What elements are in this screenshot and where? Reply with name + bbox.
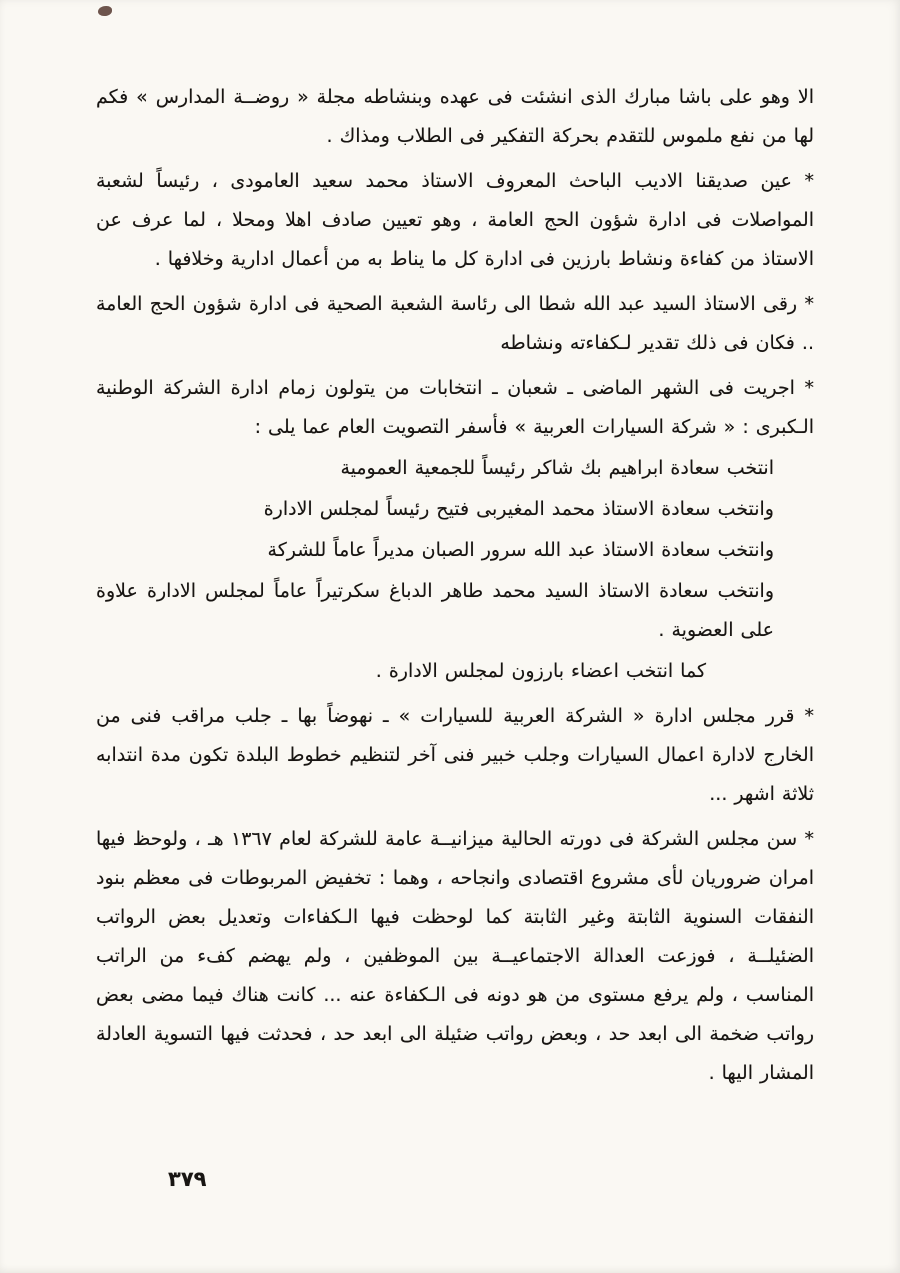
paragraph-intro: الا وهو على باشا مبارك الذى انشئت فى عهده وبنشاطه مجلة « روضــة المدارس » فكم لها من نفع ملموس للتقدم بحركة التفكير فى الطلاب ومذاك . <box>96 86 814 147</box>
paragraph-board-decision: * قرر مجلس ادارة « الشركة العربية للسيارات » ـ نهوضاً بها ـ جلب مراقب فنى من الخارج لادارة اعمال السيارات وجلب خبير فنى آخر لتنظيم خطوط البلدة تكون مدة انتدابه ثلاثة اشهر ... <box>96 705 814 805</box>
paragraph-election-result-4: وانتخب سعادة الاستاذ السيد محمد طاهر الدباغ سكرتيراً عاماً لمجلس الادارة علاوة على العضوية . <box>96 580 774 641</box>
paragraph-promotion-shatta: * رقى الاستاذ السيد عبد الله شطا الى رئاسة الشعبة الصحية فى ادارة شؤون الحج العامة .. فكان فى ذلك تقدير لـكفاءته ونشاطه <box>96 293 814 354</box>
paragraph-election-result-1: انتخب سعادة ابراهيم بك شاكر رئيساً للجمعية العمومية <box>340 457 774 479</box>
paragraph-elections-announcement: * اجريت فى الشهر الماضى ـ شعبان ـ انتخابات من يتولون زمام ادارة الشركة الوطنية الـكبرى : « شركة السيارات العربية » فأسفر التصويت العام عما يلى : <box>96 377 814 438</box>
page-number: ٣٧٩ <box>168 1167 207 1191</box>
ink-smudge-mark <box>98 6 112 16</box>
paragraph-election-result-2: وانتخب سعادة الاستاذ محمد المغيربى فتيح رئيساً لمجلس الادارة <box>263 498 774 520</box>
paragraph-appointment-amoudi: * عين صديقنا الاديب الباحث المعروف الاستاذ محمد سعيد العامودى ، رئيساً لشعبة المواصلات فى ادارة شؤون الحج العامة ، وهو تعيين صادف اهلا ومحلا ، لما عرف عن الاستاذ من كفاءة ونشاط بارزين فى ادارة كل ما يناط به من أعمال ادارية وخلافها . <box>96 170 814 270</box>
paragraph-election-result-3: وانتخب سعادة الاستاذ عبد الله سرور الصبان مديراً عاماً للشركة <box>267 539 774 561</box>
paragraph-election-members: كما انتخب اعضاء بارزون لمجلس الادارة . <box>375 660 706 682</box>
text-block <box>96 78 814 1099</box>
paragraph-budget: * سن مجلس الشركة فى دورته الحالية ميزانيــة عامة للشركة لعام ١٣٦٧ هـ ، ولوحظ فيها امران ضروريان لأى مشروع اقتصادى وانجاحه ، وهما : تخفيض المربوطات فى معظم بنود النفقات السنوية الثابتة وغير الثابتة كما لوحظت فيها الـكفاءات وتعديل بعض الرواتب الضئيلــة ، فوزعت العدالة الاجتماعيــة بين الموظفين ، ولم يهضم كفء من الراتب المناسب ، ولم يرفع مستوى من هو دونه فى الـكفاءة عنه ... كانت هناك فيما مضى بعض رواتب ضخمة الى ابعد حد ، وبعض رواتب ضئيلة الى ابعد حد ، فحدثت فيها التسوية العادلة المشار اليها . <box>96 828 814 1084</box>
